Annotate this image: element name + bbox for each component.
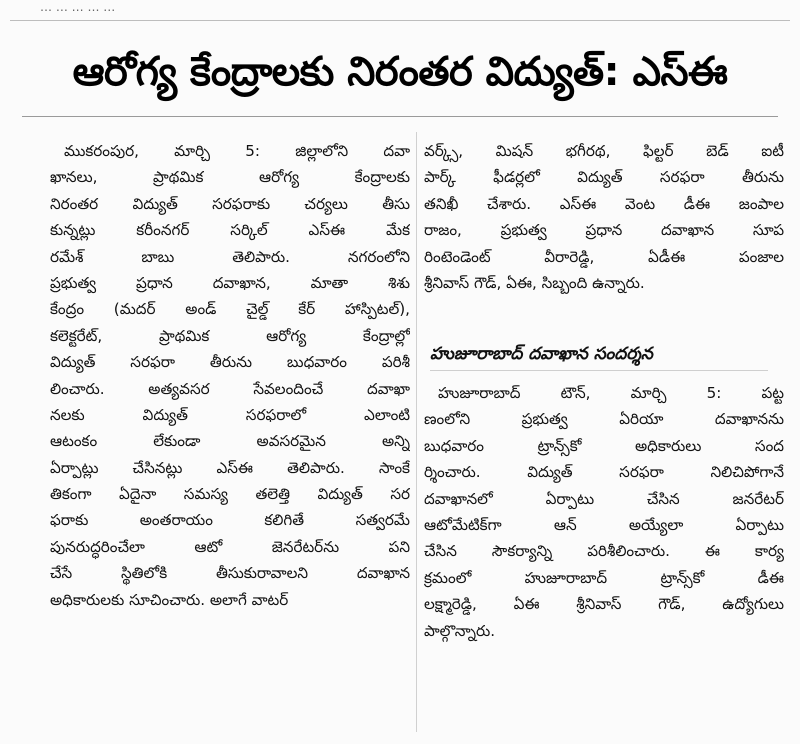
article-line: బుధవారం ట్రాన్స్‌కో అధికారులు సంద (424, 436, 784, 455)
subheading-underline (430, 370, 768, 371)
article-line: పాల్గొన్నారు. (424, 621, 496, 640)
article-line: క్రమంలో హుజూరాబాద్ ట్రాన్స్‌కో డీఈ (424, 568, 784, 587)
article-line: ఫరాకు అంతరాయం కలిగితే సత్వరమే (50, 511, 410, 530)
article-line: రాజం, ప్రభుత్వ ప్రధాన దవాఖాన సూప (424, 221, 784, 240)
article-line: హుజూరాబాద్ టౌన్, మార్చి 5: పట్ట (438, 384, 784, 402)
article-line: రింటెండెంట్ వీరారెడ్డి, ఏడీఈ పంజాల (424, 247, 784, 266)
top-divider (10, 20, 790, 21)
headline-divider (22, 116, 778, 117)
column-divider (416, 132, 417, 732)
article-line: తనిఖీ చేశారు. ఎస్ఈ వెంట డీఈ జంపాల (424, 194, 784, 213)
article-line: లక్ష్మారెడ్డి, ఏఈ శ్రీనివాస్ గౌడ్, ఉద్యోగులు (424, 595, 784, 614)
article-line: ర్శించారు. విద్యుత్ సరఫరా నిలిచిపోగానే (424, 463, 784, 482)
article-line: పార్క్ ఫీడర్లలో విద్యుత్ సరఫరా తీరును (424, 168, 784, 187)
article-line: శ్రీనివాస్ గౌడ్, ఏఈ, సిబ్బంది ఉన్నారు. (424, 273, 645, 292)
article-line: వర్క్స్, మిషన్ భగీరథ, ఫిల్టర్ బెడ్ ఐటీ (424, 142, 784, 160)
article-line: నలకు విద్యుత్ సరఫరాలో ఎలాంటి (50, 405, 410, 424)
article-line: లించారు. అత్యవసర సేవలందించే దవాఖా (50, 379, 410, 398)
article-line: అధికారులకు సూచించారు. అలాగే వాటర్ (50, 590, 289, 609)
article-line: కేంద్రం (మదర్ అండ్ చైల్డ్ కేర్ హాస్పిటల్), (50, 300, 410, 319)
article-line: కలెక్టరేట్, ప్రాథమిక ఆరోగ్య కేంద్రాల్లో (50, 326, 410, 345)
right-column-bottom (424, 380, 784, 644)
article-line: ప్రభుత్వ ప్రధాన దవాఖాన, మాతా శిశు (50, 273, 410, 292)
article-line: ముకరంపుర, మార్చి 5: జిల్లాలోని దవా (64, 142, 410, 160)
article-line: చేసిన సౌకర్యాన్ని పరిశీలించారు. ఈ కార్య (424, 542, 784, 561)
article-line: కున్నట్లు కరీంనగర్ సర్కిల్ ఎస్ఈ మేక (50, 221, 410, 240)
previous-article-fragment: … … … … … (40, 0, 116, 14)
article-line: నిరంతర విద్యుత్ సరఫరాకు చర్యలు తీసు (50, 194, 410, 213)
article-line: ఆటంకం లేకుండా అవసరమైన అన్ని (50, 432, 410, 451)
article-line: చేసే స్థితిలోకి తీసుకురావాలని దవాఖాన (50, 564, 410, 583)
article-line: విద్యుత్ సరఫరా తీరును బుధవారం పరిశీ (50, 353, 410, 372)
article-line: ఏర్పాట్లు చేసినట్లు ఎస్ఈ తెలిపారు. సాంకే (50, 458, 410, 477)
article-line: రమేశ్ బాబు తెలిపారు. నగరంలోని (50, 247, 410, 266)
article-line: ఆటోమేటిక్‌గా ఆన్ అయ్యేలా ఏర్పాటు (424, 515, 784, 534)
subheading: హుజూరాబాద్ దవాఖాన సందర్శన (430, 344, 653, 364)
right-column-top (424, 138, 784, 296)
left-column (50, 138, 410, 613)
headline: ఆరోగ్య కేంద్రాలకు నిరంతర విద్యుత్: ఎస్ఈ (72, 49, 728, 95)
article-line: ఖానలు, ప్రాథమిక ఆరోగ్య కేంద్రాలకు (50, 168, 410, 187)
article-line: పునరుద్ధరించేలా ఆటో జెనరేటర్‌ను పని (50, 537, 410, 556)
article-line: ణంలోని ప్రభుత్వ ఏరియా దవాఖానను (424, 410, 784, 429)
article-line: దవాఖానలో ఏర్పాటు చేసిన జనరేటర్ (424, 489, 784, 508)
article-line: తికంగా ఏదైనా సమస్య తలెత్తి విద్యుత్ సర (50, 485, 410, 504)
